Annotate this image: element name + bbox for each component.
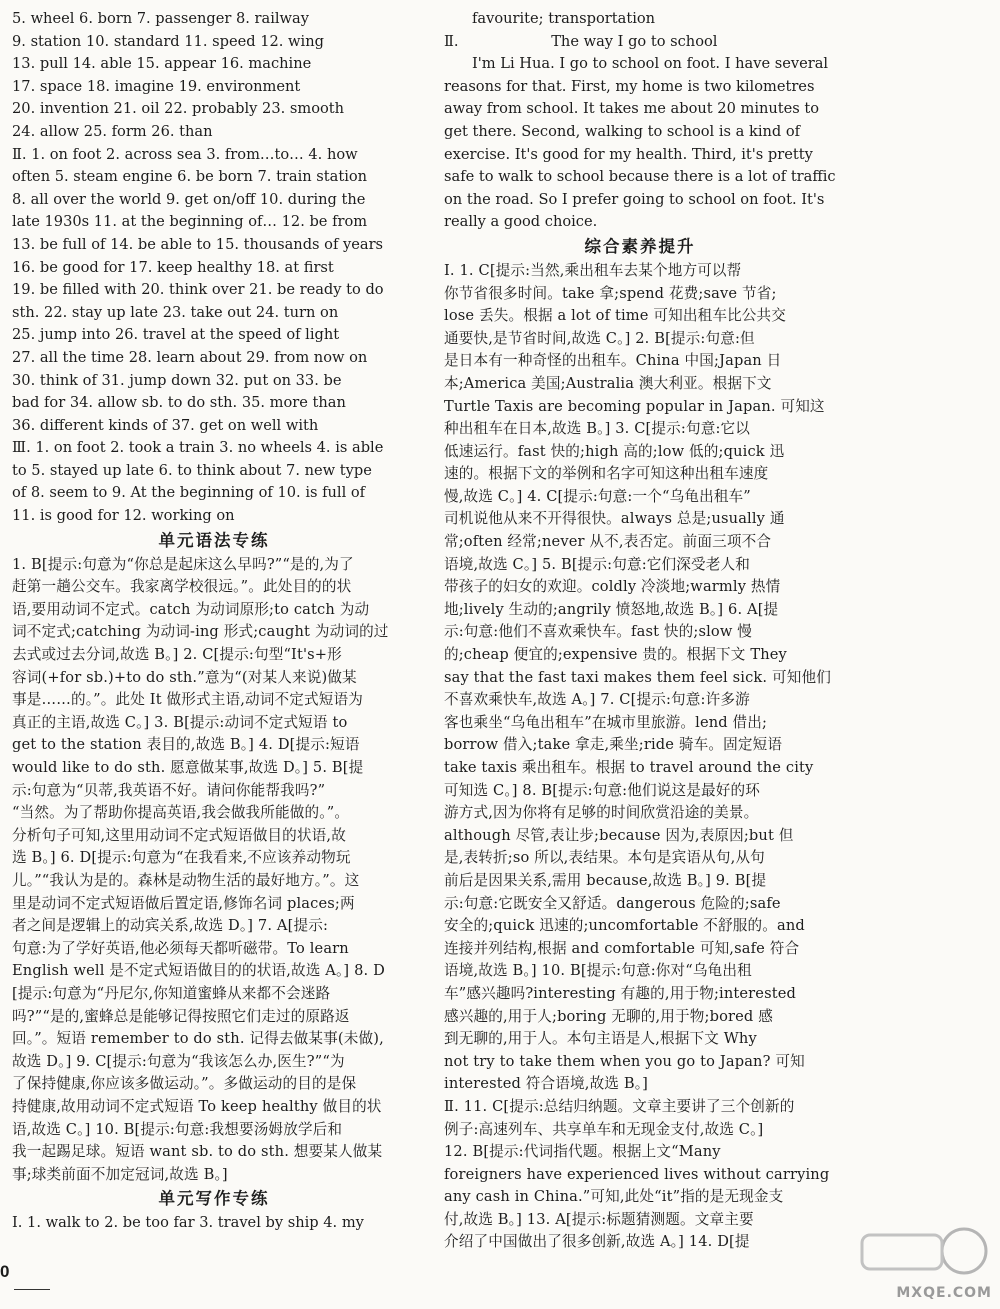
text-line: 速的。根据下文的举例和名字可知这种出租车速度 [444,465,769,483]
text-line: “当然。为了帮助你提高英语,我会做我所能做的。”。 [12,804,350,822]
text-line: 语,要用动词不定式。catch 为动词原形;to catch 为动 [12,600,370,618]
text-line: 司机说他从来不开得很快。always 总是;usually 通 [444,510,785,528]
text-line: 吗?”“是的,蜜蜂总是能够记得按照它们走过的原路返 [12,1007,350,1025]
text-line: 语境,故选 B。] 10. B[提示:句意:你对“乌龟出租 [444,962,752,980]
text-line: 去式或过去分词,故选 B。] 2. C[提示:句型“It's+形 [12,646,342,664]
text-line: 前后是因果关系,需用 because,故选 B。] 9. B[提 [444,871,767,889]
text-line: 是,表转折;so 所以,表结果。本句是宾语从句,从句 [444,849,765,867]
page-number: 0 [0,1262,10,1281]
text-line: 语,故选 C。] 10. B[提示:句意:我想要汤姆放学后和 [12,1120,343,1138]
text-line: 慢,故选 C。] 4. C[提示:句意:一个“乌龟出租车” [444,487,751,505]
text-line: take taxis 乘出租车。根据 to travel around the city [444,759,814,776]
text-line: 安全的;quick 迅速的;uncomfortable 不舒服的。and [444,917,805,935]
text-line: 到无聊的,用于人。本句主语是人,根据下文 Why [444,1030,757,1048]
comprehensive-answers [444,260,836,1254]
text-line: 可知选 C。] 8. B[提示:句意:他们说这是最好的环 [444,781,760,799]
text-line: 5. wheel 6. born 7. passenger 8. railway [12,10,309,27]
text-line: sth. 22. stay up late 23. take out 24. turn on [12,303,339,321]
text-line: often 5. steam engine 6. be born 7. train station [12,168,368,186]
text-line: 示:句意为“贝蒂,我英语不好。请问你能帮我吗?” [12,781,326,799]
text-line: 24. allow 25. form 26. than [12,122,213,140]
text-line: 游方式,因为你将有足够的时间欣赏沿途的美景。 [444,804,759,822]
text-line: 25. jump into 26. travel at the speed of light [12,326,340,344]
section-title-comprehensive: 综合素养提升 [584,236,696,256]
essay-label: Ⅱ. [444,32,459,50]
text-line: 示:句意:它既安全又舒适。dangerous 危险的;safe [444,894,781,912]
text-line: 故选 D。] 9. C[提示:句意为“我该怎么办,医生?”“为 [12,1052,345,1070]
text-line: 词不定式;catching 为动词-ing 形式;caught 为动词的过 [12,623,389,641]
text-line: 示:句意:他们不喜欢乘快车。fast 快的;slow 慢 [444,623,753,641]
text-line: 介绍了中国做出了很多创新,故选 A。] 14. D[提 [444,1233,750,1251]
text-line: 车”感兴趣吗?interesting 有趣的,用于物;interested [444,984,797,1002]
text-line: 27. all the time 28. learn about 29. from now on [12,348,368,366]
text-line: 13. pull 14. able 15. appear 16. machine [12,55,312,73]
section-title-writing: 单元写作专练 [158,1189,270,1209]
text-line: Ⅲ. 1. on foot 2. took a train 3. no wheels 4. is able [12,439,384,457]
text-line: really a good choice. [444,213,598,231]
text-line: 儿。”“我认为是的。森林是动物生活的最好地方。”。这 [12,871,360,889]
essay-title: The way I go to school [551,32,718,50]
text-line: 常;often 经常;never 从不,表否定。前面三项不合 [444,533,772,551]
text-line: 了保持健康,你应该多做运动。”。多做运动的目的是保 [12,1075,357,1093]
text-line: 事是……的。”。此处 It 做形式主语,动词不定式短语为 [12,691,363,709]
writing-answers [12,1212,416,1235]
text-line: 赶第一趟公交车。我家离学校很远。”。此处目的的状 [12,578,352,596]
text-line: say that the fast taxi makes them feel sick. 可知他们 [444,668,831,686]
text-line: 持健康,故用动词不定式短语 To keep healthy 做目的状 [12,1097,382,1115]
text-line: 13. be full of 14. be able to 15. thousands of years [12,235,384,253]
text-line: [提示:句意为“丹尼尔,你知道蜜蜂从来都不会迷路 [12,984,331,1002]
text-line: 1. B[提示:句意为“你总是起床这么早吗?”“是的,为了 [12,555,354,573]
text-line: on the road. So I prefer going to school on foot. It's [444,190,825,208]
text-line: 语境,故选 C。] 5. B[提示:句意:它们深受老人和 [444,555,750,573]
watermark-logo [842,1221,992,1301]
page-number-rule [14,1289,50,1290]
text-line: get there. Second, walking to school is a kind of [444,122,801,140]
text-line: away from school. It takes me about 20 minutes to [444,100,820,118]
text-line: bad for 34. allow sb. to do sth. 35. more than [12,394,346,412]
text-line: Ⅱ. 1. on foot 2. across sea 3. from…to… 4. how [12,145,358,163]
text-line: I'm Li Hua. I go to school on foot. I have several [472,55,829,73]
text-line: 例子:高速列车、共享单车和无现金支付,故选 C。] [444,1120,764,1138]
text-line: 低速运行。fast 快的;high 高的;low 低的;quick 迅 [444,442,785,460]
text-line: 地;lively 生动的;angrily 愤怒地,故选 B。] 6. A[提 [444,600,779,618]
text-line: borrow 借入;take 拿走,乘坐;ride 骑车。固定短语 [444,736,783,754]
text-line: 不喜欢乘快车,故选 A。] 7. C[提示:句意:许多游 [444,691,750,709]
text-line: 事;球类前面不加定冠词,故选 B。] [12,1165,228,1183]
text-line: any cash in China.”可知,此处“it”指的是无现金支 [444,1188,784,1206]
text-line: 19. be filled with 20. think over 21. be ready to do [12,281,384,299]
text-line: English well 是不定式短语做目的的状语,故选 A。] 8. D [12,962,385,980]
text-line: 里是动词不定式短语做后置定语,修饰名词 places;两 [12,894,355,912]
text-line: 选 B。] 6. D[提示:句意为“在我看来,不应该养动物玩 [12,849,351,867]
text-line: safe to walk to school because there is a lot of traffic [444,168,836,186]
text-line: exercise. It's good for my health. Third, it's pretty [444,145,813,163]
text-line: late 1930s 11. at the beginning of… 12. be from [12,213,368,231]
section-title-grammar: 单元语法专练 [158,530,270,550]
text-line: 真正的主语,故选 C。] 3. B[提示:动词不定式短语 to [12,713,348,731]
text-line: to 5. stayed up late 6. to think about 7. new type [12,461,372,479]
text-line: 17. space 18. imagine 19. environment [12,77,301,95]
text-line: 容词(+for sb.)+to do sth.”意为“(对某人来说)做某 [12,668,357,686]
writing-answers-continued [444,8,836,31]
text-line: favourite; transportation [472,10,656,27]
text-line: Ⅰ. 1. walk to 2. be too far 3. travel by ship 4. my [12,1214,364,1232]
text-line: 本;America 美国;Australia 澳大利亚。根据下文 [444,374,772,392]
text-line: 36. different kinds of 37. get on well with [12,416,319,434]
text-line: 通要快,是节省时间,故选 C。] 2. B[提示:句意:但 [444,329,755,347]
text-line: 者之间是逻辑上的动宾关系,故选 D。] 7. A[提示: [12,917,329,935]
text-line: of 8. seem to 9. At the beginning of 10. is full of [12,484,366,502]
vocab-answers [12,8,416,528]
right-column [444,8,836,1254]
text-line: 带孩子的妇女的欢迎。coldly 冷淡地;warmly 热情 [444,578,781,596]
text-line: 20. invention 21. oil 22. probably 23. smooth [12,100,345,118]
text-line: get to the station 表目的,故选 B。] 4. D[提示:短语 [12,736,360,754]
text-line: 连接并列结构,根据 and comfortable 可知,safe 符合 [444,939,800,957]
text-line: 30. think of 31. jump down 32. put on 33. be [12,371,342,389]
text-line: 16. be good for 17. keep healthy 18. at first [12,258,334,276]
text-line: lose 丢失。根据 a lot of time 可知出租车比公共交 [444,307,787,325]
text-line: foreigners have experienced lives without carrying [444,1165,830,1183]
text-line: Turtle Taxis are becoming popular in Japan. 可知这 [444,397,825,415]
text-line: interested 符合语境,故选 B。] [444,1075,649,1093]
text-line: 11. is good for 12. working on [12,507,235,525]
text-line: Ⅰ. 1. C[提示:当然,乘出租车去某个地方可以帮 [444,261,742,279]
text-line: 句意:为了学好英语,他必须每天都听磁带。To learn [12,939,349,957]
text-line: 的;cheap 便宜的;expensive 贵的。根据下文 They [444,646,787,664]
grammar-answers [12,554,416,1187]
text-line: 分析句子可知,这里用动词不定式短语做目的状语,故 [12,826,346,844]
text-line: Ⅱ. 11. C[提示:总结归纳题。文章主要讲了三个创新的 [444,1097,795,1115]
text-line: would like to do sth. 愿意做某事,故选 D。] 5. B[提 [12,759,364,776]
essay-body [444,53,836,234]
text-line: 客也乘坐“乌龟出租车”在城市里旅游。lend 借出; [444,713,768,731]
text-line: 回。”。短语 remember to do sth. 记得去做某事(未做), [12,1030,384,1048]
watermark-text: MXQE.COM [896,1285,992,1301]
text-line: 我一起踢足球。短语 want sb. to do sth. 想要某人做某 [12,1143,383,1161]
essay-heading [444,31,836,54]
text-line: 是日本有一种奇怪的出租车。China 中国;Japan 日 [444,352,782,370]
text-line: 9. station 10. standard 11. speed 12. wing [12,32,324,50]
text-line: 种出租车在日本,故选 B。] 3. C[提示:句意:它以 [444,420,750,438]
left-column [12,8,416,1235]
text-line: not try to take them when you go to Japan? 可知 [444,1052,805,1070]
text-line: 感兴趣的,用于人;boring 无聊的,用于物;bored 感 [444,1007,773,1025]
text-line: 你节省很多时间。take 拿;spend 花费;save 节省; [444,284,777,302]
text-line: 8. all over the world 9. get on/off 10. during the [12,190,366,208]
text-line: reasons for that. First, my home is two kilometres [444,77,815,95]
text-line: 付,故选 B。] 13. A[提示:标题猜测题。文章主要 [444,1210,754,1228]
text-line: 12. B[提示:代词指代题。根据上文“Many [444,1143,721,1161]
text-line: although 尽管,表让步;because 因为,表原因;but 但 [444,826,794,844]
